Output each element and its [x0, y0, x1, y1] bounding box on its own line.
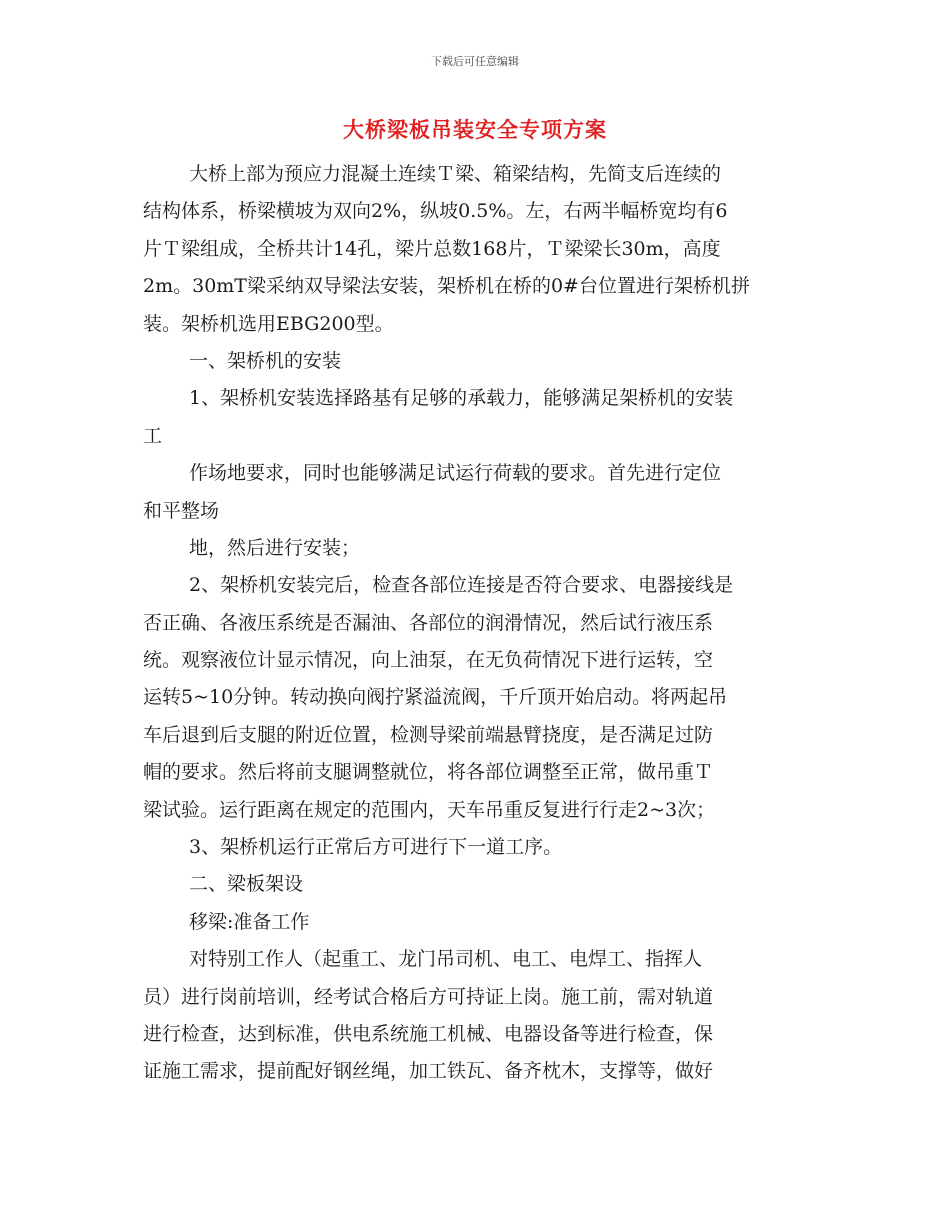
paragraph-line: 大桥上部为预应力混凝土连续Ｔ梁、箱梁结构，先简支后连续的: [189, 163, 722, 185]
paragraph-line: 片Ｔ梁组成，全桥共计14孔，梁片总数168片，Ｔ梁梁长30m，高度: [143, 237, 721, 260]
paragraph-line: 二、梁板架设: [189, 873, 304, 896]
paragraph-line: 一、架桥机的安装: [189, 349, 342, 372]
paragraph-line: 2m。30mT梁采纳双导梁法安装，架桥机在桥的0#台位置进行架桥机拼: [143, 275, 750, 298]
paragraph-line: 装。架桥机选用EBG200型。: [143, 312, 394, 335]
paragraph-line: 统。观察液位计显示情况，向上油泵，在无负荷情况下进行运转，空: [143, 649, 714, 672]
document-title: 大桥梁板吊装安全专项方案: [343, 117, 607, 142]
document-body: [143, 156, 809, 1091]
paragraph-line: 运转5~10分钟。转动换向阀拧紧溢流阀，千斤顶开始启动。将两起吊: [143, 686, 728, 709]
paragraph-line: 地，然后进行安装；: [189, 536, 361, 559]
paragraph-line: 帽的要求。然后将前支腿调整就位，将各部位调整至正常，做吊重Ｔ: [143, 761, 714, 784]
paragraph-line: 车后退到后支腿的附近位置，检测导梁前端悬臂挠度，是否满足过防: [143, 723, 714, 746]
paragraph-line: 结构体系，桥梁横坡为双向2%，纵坡0.5%。左，右两半幅桥宽均有6: [143, 200, 728, 223]
paragraph-line: 工: [143, 424, 163, 447]
paragraph-line: 证施工需求，提前配好钢丝绳，加工铁瓦、备齐枕木，支撑等，做好: [143, 1060, 714, 1083]
paragraph-line: 和平整场: [143, 499, 220, 522]
paragraph-line: 否正确、各液压系统是否漏油、各部位的润滑情况，然后试行液压系: [143, 611, 714, 634]
paragraph-line: 对特别工作人（起重工、龙门吊司机、电工、电焊工、指挥人: [189, 948, 703, 971]
paragraph-line: 进行检查，达到标准，供电系统施工机械、电器设备等进行检查，保: [143, 1022, 714, 1045]
paragraph-line: 梁试验。运行距离在规定的范围内，天车吊重反复进行行走2~3次；: [143, 798, 716, 821]
paragraph-line: 作场地要求，同时也能够满足试运行荷载的要求。首先进行定位: [189, 462, 722, 485]
paragraph-line: 员）进行岗前培训，经考试合格后方可持证上岗。施工前，需对轨道: [143, 985, 714, 1008]
paragraph-line: 2、架桥机安装完后，检查各部位连接是否符合要求、电器接线是: [189, 574, 734, 597]
paragraph-line: 3、架桥机运行正常后方可进行下一道工序。: [189, 836, 563, 859]
paragraph-line: 1、架桥机安装选择路基有足够的承载力，能够满足架桥机的安装: [189, 387, 734, 410]
paragraph-line: 移梁:准备工作: [189, 910, 310, 933]
page-header: 下载后可任意编辑: [431, 55, 519, 68]
